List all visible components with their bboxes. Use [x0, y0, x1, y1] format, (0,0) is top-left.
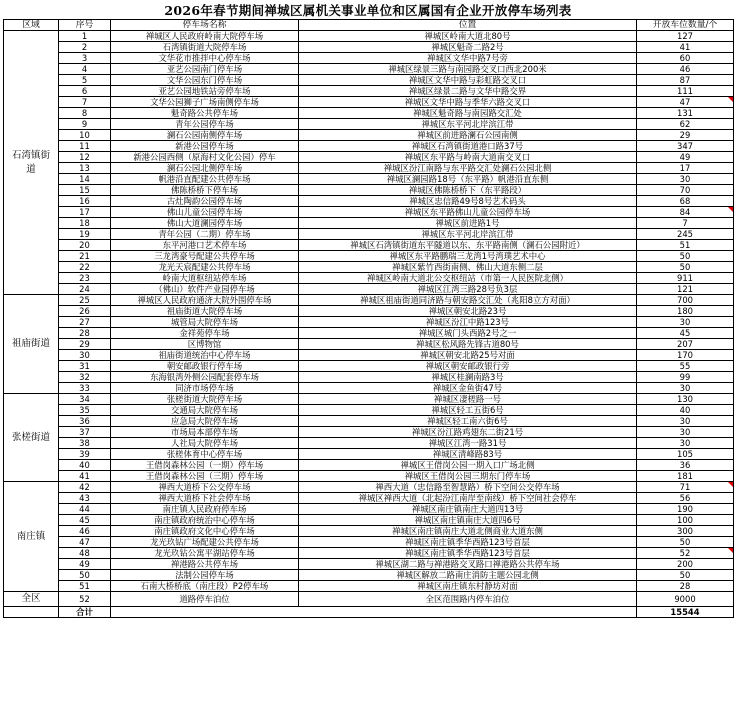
count-cell: 47	[637, 97, 734, 108]
seq-cell: 9	[59, 119, 111, 130]
location-cell: 禅城区东平河北岸滨江带	[299, 119, 637, 130]
table-row	[4, 537, 734, 548]
seq-cell: 27	[59, 317, 111, 328]
name-cell: 南庄镇政府统治中心停车场	[111, 515, 299, 526]
area-cell: 石湾镇街道	[4, 31, 59, 295]
location-cell: 禅城区朝安北路25号对面	[299, 350, 637, 361]
table-row	[4, 218, 734, 229]
count-cell: 30	[637, 427, 734, 438]
count-cell: 300	[637, 526, 734, 537]
table-row	[4, 31, 734, 42]
sheet-title: 2026年春节期间禅城区属机关事业单位和区属国有企业开放停车场列表	[164, 3, 572, 18]
location-cell: 禅城区魁奇二路2号	[299, 42, 637, 53]
total-count: 15544	[637, 607, 734, 618]
location-cell: 禅城区东平路与岭南大道南交叉口	[299, 152, 637, 163]
seq-cell: 2	[59, 42, 111, 53]
location-cell: 禅城区前进路澜石公园南侧	[299, 130, 637, 141]
name-cell: 朝安邮政银行停车场	[111, 361, 299, 372]
count-cell: 170	[637, 350, 734, 361]
seq-cell: 13	[59, 163, 111, 174]
seq-cell: 25	[59, 295, 111, 306]
count-cell: 50	[637, 537, 734, 548]
header-seq: 序号	[59, 20, 111, 31]
count-cell: 62	[637, 119, 734, 130]
header-location: 位置	[299, 20, 637, 31]
name-cell: 古灶陶韵公园停车场	[111, 196, 299, 207]
count-cell: 9000	[637, 592, 734, 607]
seq-cell: 23	[59, 273, 111, 284]
name-cell: 东平河港口艺术停车场	[111, 240, 299, 251]
seq-cell: 6	[59, 86, 111, 97]
location-cell: 禅城区桂澜南路3号	[299, 372, 637, 383]
table-row	[4, 427, 734, 438]
table-row	[4, 163, 734, 174]
parking-table	[3, 19, 734, 618]
count-cell: 60	[637, 53, 734, 64]
count-cell: 111	[637, 86, 734, 97]
table-row	[4, 372, 734, 383]
table-row	[4, 559, 734, 570]
location-cell: 禅城区澜园路18号（东平路）帆港沿直东侧	[299, 174, 637, 185]
count-cell: 30	[637, 383, 734, 394]
table-row	[4, 526, 734, 537]
name-cell: 魁奇路公共停车场	[111, 108, 299, 119]
name-cell: 张槎街道大院停车场	[111, 394, 299, 405]
table-row	[4, 97, 734, 108]
count-cell: 56	[637, 493, 734, 504]
seq-cell: 44	[59, 504, 111, 515]
name-cell: 三龙湾豪号配建公共停车场	[111, 251, 299, 262]
table-row	[4, 383, 734, 394]
table-row	[4, 317, 734, 328]
location-cell: 禅城区文华中路7号旁	[299, 53, 637, 64]
name-cell: 禅城区人民政府岭南大院停车场	[111, 31, 299, 42]
name-cell: 亚艺公园地铁站旁停车场	[111, 86, 299, 97]
count-cell: 127	[637, 31, 734, 42]
header-name: 停车场名称	[111, 20, 299, 31]
name-cell: 禅西大道桥下社会停车场	[111, 493, 299, 504]
seq-cell: 21	[59, 251, 111, 262]
table-row	[4, 350, 734, 361]
table-row	[4, 493, 734, 504]
location-cell: 禅城区文华中路与彩虹路交叉口	[299, 75, 637, 86]
table-row	[4, 141, 734, 152]
location-cell: 禅城区王借岗公园三期东门停车场	[299, 471, 637, 482]
seq-cell: 29	[59, 339, 111, 350]
table-row	[4, 504, 734, 515]
location-cell: 禅城区南庄镇东村静坊对面	[299, 581, 637, 592]
table-row	[4, 152, 734, 163]
seq-cell: 17	[59, 207, 111, 218]
count-cell: 50	[637, 251, 734, 262]
seq-cell: 11	[59, 141, 111, 152]
name-cell: 金祥苑停车场	[111, 328, 299, 339]
count-cell: 207	[637, 339, 734, 350]
seq-cell: 12	[59, 152, 111, 163]
name-cell: 王借岗森林公园（一期）停车场	[111, 460, 299, 471]
seq-cell: 40	[59, 460, 111, 471]
location-cell: 禅城区东平路鹏瑞三龙湾1号湾璞艺术中心	[299, 251, 637, 262]
name-cell: 文华公园东门停车场	[111, 75, 299, 86]
location-cell: 禅城区凄槎路一号	[299, 394, 637, 405]
name-cell: 祖庙街道大院停车场	[111, 306, 299, 317]
location-cell: 禅城区佛陈桥桥下（东平路段）	[299, 185, 637, 196]
name-cell: 文华公园狮子广场南侧停车场	[111, 97, 299, 108]
count-cell: 46	[637, 64, 734, 75]
name-cell: 法制公园停车场	[111, 570, 299, 581]
name-cell: （佛山）软件产业园停车场	[111, 284, 299, 295]
table-row	[4, 251, 734, 262]
location-cell: 禅城区朝安北路23号	[299, 306, 637, 317]
table-row	[4, 119, 734, 130]
seq-cell: 46	[59, 526, 111, 537]
count-cell: 36	[637, 460, 734, 471]
name-cell: 新港公园停车场	[111, 141, 299, 152]
location-cell: 禅城区祖庙街道同济路与朝安路交汇处（兆阳8立方对面）	[299, 295, 637, 306]
count-cell: 99	[637, 372, 734, 383]
seq-cell: 28	[59, 328, 111, 339]
seq-cell: 24	[59, 284, 111, 295]
table-row	[4, 438, 734, 449]
seq-cell: 33	[59, 383, 111, 394]
count-cell: 700	[637, 295, 734, 306]
count-cell: 190	[637, 504, 734, 515]
name-cell: 佛山儿童公园停车场	[111, 207, 299, 218]
count-cell: 121	[637, 284, 734, 295]
header-row	[4, 20, 734, 31]
count-cell: 200	[637, 559, 734, 570]
table-row	[4, 339, 734, 350]
seq-cell: 3	[59, 53, 111, 64]
count-cell: 30	[637, 317, 734, 328]
count-cell: 41	[637, 42, 734, 53]
count-cell: 30	[637, 174, 734, 185]
location-cell: 禅城区湖二路与禅港路交叉路口禅港路公共停车场	[299, 559, 637, 570]
seq-cell: 5	[59, 75, 111, 86]
name-cell: 澜石公园北侧停车场	[111, 163, 299, 174]
table-row	[4, 273, 734, 284]
name-cell: 帆港沿直配建公共停车场	[111, 174, 299, 185]
table-row	[4, 130, 734, 141]
count-cell: 50	[637, 262, 734, 273]
name-cell: 禅城区人民政府通济大院外围停车场	[111, 295, 299, 306]
count-cell: 100	[637, 515, 734, 526]
seq-cell: 47	[59, 537, 111, 548]
count-cell: 51	[637, 240, 734, 251]
seq-cell: 51	[59, 581, 111, 592]
location-cell: 禅城区忠信路49号8号艺术码头	[299, 196, 637, 207]
seq-cell: 50	[59, 570, 111, 581]
table-row	[4, 295, 734, 306]
seq-cell: 49	[59, 559, 111, 570]
header-count: 开放车位数量/个	[637, 20, 734, 31]
location-cell: 禅城区禅西大道（北起汾江南岸至南线）桥下空间社会停车	[299, 493, 637, 504]
table-row	[4, 515, 734, 526]
location-cell: 禅西大道（忠信路至智慧路）桥下空间公交停车场	[299, 482, 637, 493]
table-row	[4, 482, 734, 493]
location-cell: 禅城区石湾镇街道港口路37号	[299, 141, 637, 152]
seq-cell: 15	[59, 185, 111, 196]
name-cell: 应急局大院停车场	[111, 416, 299, 427]
table-row	[4, 196, 734, 207]
seq-cell: 31	[59, 361, 111, 372]
name-cell: 祖庙街道统治中心停车场	[111, 350, 299, 361]
location-cell: 禅城区汾江路鸡翅东二街21号	[299, 427, 637, 438]
seq-cell: 8	[59, 108, 111, 119]
location-cell: 禅城区绿景二路与文华中路交界	[299, 86, 637, 97]
table-row	[4, 405, 734, 416]
seq-cell: 18	[59, 218, 111, 229]
count-cell: 28	[637, 581, 734, 592]
seq-cell: 22	[59, 262, 111, 273]
seq-cell: 30	[59, 350, 111, 361]
table-row	[4, 42, 734, 53]
name-cell: 人社局大院停车场	[111, 438, 299, 449]
location-cell: 禅城区东平路佛山儿童公园停车场	[299, 207, 637, 218]
table-row	[4, 394, 734, 405]
location-cell: 禅城区文华中路与季华六路交叉口	[299, 97, 637, 108]
seq-cell: 10	[59, 130, 111, 141]
name-cell: 澜石公园南侧停车场	[111, 130, 299, 141]
location-cell: 禅城区魁奇路与南园路交汇处	[299, 108, 637, 119]
name-cell: 石湾镇街道大院停车场	[111, 42, 299, 53]
name-cell: 禅西大道桥下公交停车场	[111, 482, 299, 493]
table-row	[4, 581, 734, 592]
location-cell: 禅城区南庄镇南庄大道四13号	[299, 504, 637, 515]
location-cell: 禅城区南庄镇季华西路123号首层	[299, 537, 637, 548]
area-cell: 南庄镇	[4, 482, 59, 592]
name-cell: 亚艺公园南门停车场	[111, 64, 299, 75]
location-cell: 禅城区江湾一路31号	[299, 438, 637, 449]
seq-cell: 32	[59, 372, 111, 383]
table-row	[4, 471, 734, 482]
location-cell: 全区范围路内停车泊位	[299, 592, 637, 607]
location-cell: 禅城区金鱼街47号	[299, 383, 637, 394]
location-cell: 禅城区前进路1号	[299, 218, 637, 229]
count-cell: 181	[637, 471, 734, 482]
table-row	[4, 86, 734, 97]
count-cell: 130	[637, 394, 734, 405]
table-row	[4, 53, 734, 64]
table-row	[4, 75, 734, 86]
name-cell: 文华花市推拌中心停车场	[111, 53, 299, 64]
seq-cell: 37	[59, 427, 111, 438]
name-cell: 张槎体育中心停车场	[111, 449, 299, 460]
location-cell: 禅城区朝安邮政银行旁	[299, 361, 637, 372]
table-row	[4, 361, 734, 372]
count-cell: 911	[637, 273, 734, 284]
table-row	[4, 240, 734, 251]
seq-cell: 48	[59, 548, 111, 559]
table-row	[4, 328, 734, 339]
total-row	[4, 607, 734, 618]
name-cell: 禅港路公共停车场	[111, 559, 299, 570]
area-cell: 张槎街道	[4, 394, 59, 482]
count-cell: 180	[637, 306, 734, 317]
location-cell: 禅城区轻工南六街6号	[299, 416, 637, 427]
location-cell: 禅城区清峰路83号	[299, 449, 637, 460]
seq-cell: 1	[59, 31, 111, 42]
name-cell: 交通局大院停车场	[111, 405, 299, 416]
location-cell: 禅城区东平河北岸滨江带	[299, 229, 637, 240]
location-cell: 禅城区江湾三路28号负3层	[299, 284, 637, 295]
table-row	[4, 449, 734, 460]
seq-cell: 39	[59, 449, 111, 460]
name-cell: 南庄镇政府文化中心停车场	[111, 526, 299, 537]
location-cell: 禅城区汾江中路123号	[299, 317, 637, 328]
name-cell: 龙光玖钻广场配建公共停车场	[111, 537, 299, 548]
count-cell: 55	[637, 361, 734, 372]
count-cell: 105	[637, 449, 734, 460]
seq-cell: 16	[59, 196, 111, 207]
location-cell: 禅城区石湾镇街道东平隧道以东、东平路南侧（澜石公园附近）	[299, 240, 637, 251]
seq-cell: 19	[59, 229, 111, 240]
seq-cell: 34	[59, 394, 111, 405]
count-cell: 347	[637, 141, 734, 152]
count-cell: 131	[637, 108, 734, 119]
count-cell: 45	[637, 328, 734, 339]
name-cell: 东海银湾外侧公园配套停车场	[111, 372, 299, 383]
table-row	[4, 262, 734, 273]
location-cell: 禅城区王借岗公园一期入口广场北侧	[299, 460, 637, 471]
header-area: 区域	[4, 20, 59, 31]
seq-cell: 42	[59, 482, 111, 493]
location-cell: 禅城区松风路先锋古道80号	[299, 339, 637, 350]
table-body	[4, 31, 734, 618]
location-cell: 禅城区岭南大道北公交枢纽站（市第一人民医院北侧）	[299, 273, 637, 284]
name-cell: 石南大桥桥底（南庄段）P2停车场	[111, 581, 299, 592]
seq-cell: 43	[59, 493, 111, 504]
table-row	[4, 185, 734, 196]
count-cell: 84	[637, 207, 734, 218]
seq-cell: 45	[59, 515, 111, 526]
seq-cell: 38	[59, 438, 111, 449]
count-cell: 87	[637, 75, 734, 86]
table-row	[4, 570, 734, 581]
name-cell: 市场局本部停车场	[111, 427, 299, 438]
spreadsheet	[3, 3, 733, 618]
table-row	[4, 306, 734, 317]
name-cell: 城管局大院停车场	[111, 317, 299, 328]
table-row	[4, 592, 734, 607]
name-cell: 青年公园（二期）停车场	[111, 229, 299, 240]
table-row	[4, 64, 734, 75]
location-cell: 禅城区轻工五街6号	[299, 405, 637, 416]
total-label: 合计	[59, 607, 111, 618]
area-cell: 全区	[4, 592, 59, 607]
name-cell: 佛山大道澜园停车场	[111, 218, 299, 229]
seq-cell: 41	[59, 471, 111, 482]
location-cell: 禅城区解放二路南庄消防主题公园北侧	[299, 570, 637, 581]
location-cell: 禅城区绿景三路与南园路交叉口西北200米	[299, 64, 637, 75]
count-cell: 245	[637, 229, 734, 240]
seq-cell: 26	[59, 306, 111, 317]
name-cell: 同济市场停车场	[111, 383, 299, 394]
count-cell: 40	[637, 405, 734, 416]
seq-cell: 20	[59, 240, 111, 251]
name-cell: 岭南大道枢纽站停车场	[111, 273, 299, 284]
table-row	[4, 207, 734, 218]
name-cell: 龙光玖钻公寓平湖站停车场	[111, 548, 299, 559]
name-cell: 王借岗森林公园（三期）停车场	[111, 471, 299, 482]
seq-cell: 35	[59, 405, 111, 416]
seq-cell: 36	[59, 416, 111, 427]
name-cell: 区博物馆	[111, 339, 299, 350]
name-cell: 道路停车泊位	[111, 592, 299, 607]
table-row	[4, 284, 734, 295]
location-cell: 禅城区汾江南路与东平路交汇处澜石公园北侧	[299, 163, 637, 174]
count-cell: 70	[637, 185, 734, 196]
count-cell: 30	[637, 416, 734, 427]
total-empty-cell	[4, 607, 59, 618]
count-cell: 49	[637, 152, 734, 163]
name-cell: 龙光天宸配建公共停车场	[111, 262, 299, 273]
table-row	[4, 229, 734, 240]
table-row	[4, 174, 734, 185]
name-cell: 南庄镇人民政府停车场	[111, 504, 299, 515]
table-row	[4, 460, 734, 471]
count-cell: 17	[637, 163, 734, 174]
table-row	[4, 416, 734, 427]
count-cell: 7	[637, 218, 734, 229]
count-cell: 30	[637, 438, 734, 449]
count-cell: 52	[637, 548, 734, 559]
table-row	[4, 108, 734, 119]
table-row	[4, 548, 734, 559]
name-cell: 青年公园停车场	[111, 119, 299, 130]
count-cell: 68	[637, 196, 734, 207]
location-cell: 禅城区南庄镇南庄大道四6号	[299, 515, 637, 526]
location-cell: 禅城区南庄镇南庄大道北侧商业大道东侧	[299, 526, 637, 537]
location-cell: 禅城区紫竹西街南侧、佛山大道东侧二层	[299, 262, 637, 273]
name-cell: 佛陈桥桥下停车场	[111, 185, 299, 196]
seq-cell: 52	[59, 592, 111, 607]
location-cell: 禅城区岭南大道北80号	[299, 31, 637, 42]
name-cell: 新港公园西侧（原海村文化公园）停车	[111, 152, 299, 163]
count-cell: 50	[637, 570, 734, 581]
seq-cell: 14	[59, 174, 111, 185]
count-cell: 29	[637, 130, 734, 141]
seq-cell: 7	[59, 97, 111, 108]
area-cell: 祖庙街道	[4, 295, 59, 394]
total-spacer	[111, 607, 637, 618]
location-cell: 禅城区城门头西路2号之一	[299, 328, 637, 339]
seq-cell: 4	[59, 64, 111, 75]
count-cell: 71	[637, 482, 734, 493]
location-cell: 禅城区南庄镇季华西路123号首层	[299, 548, 637, 559]
